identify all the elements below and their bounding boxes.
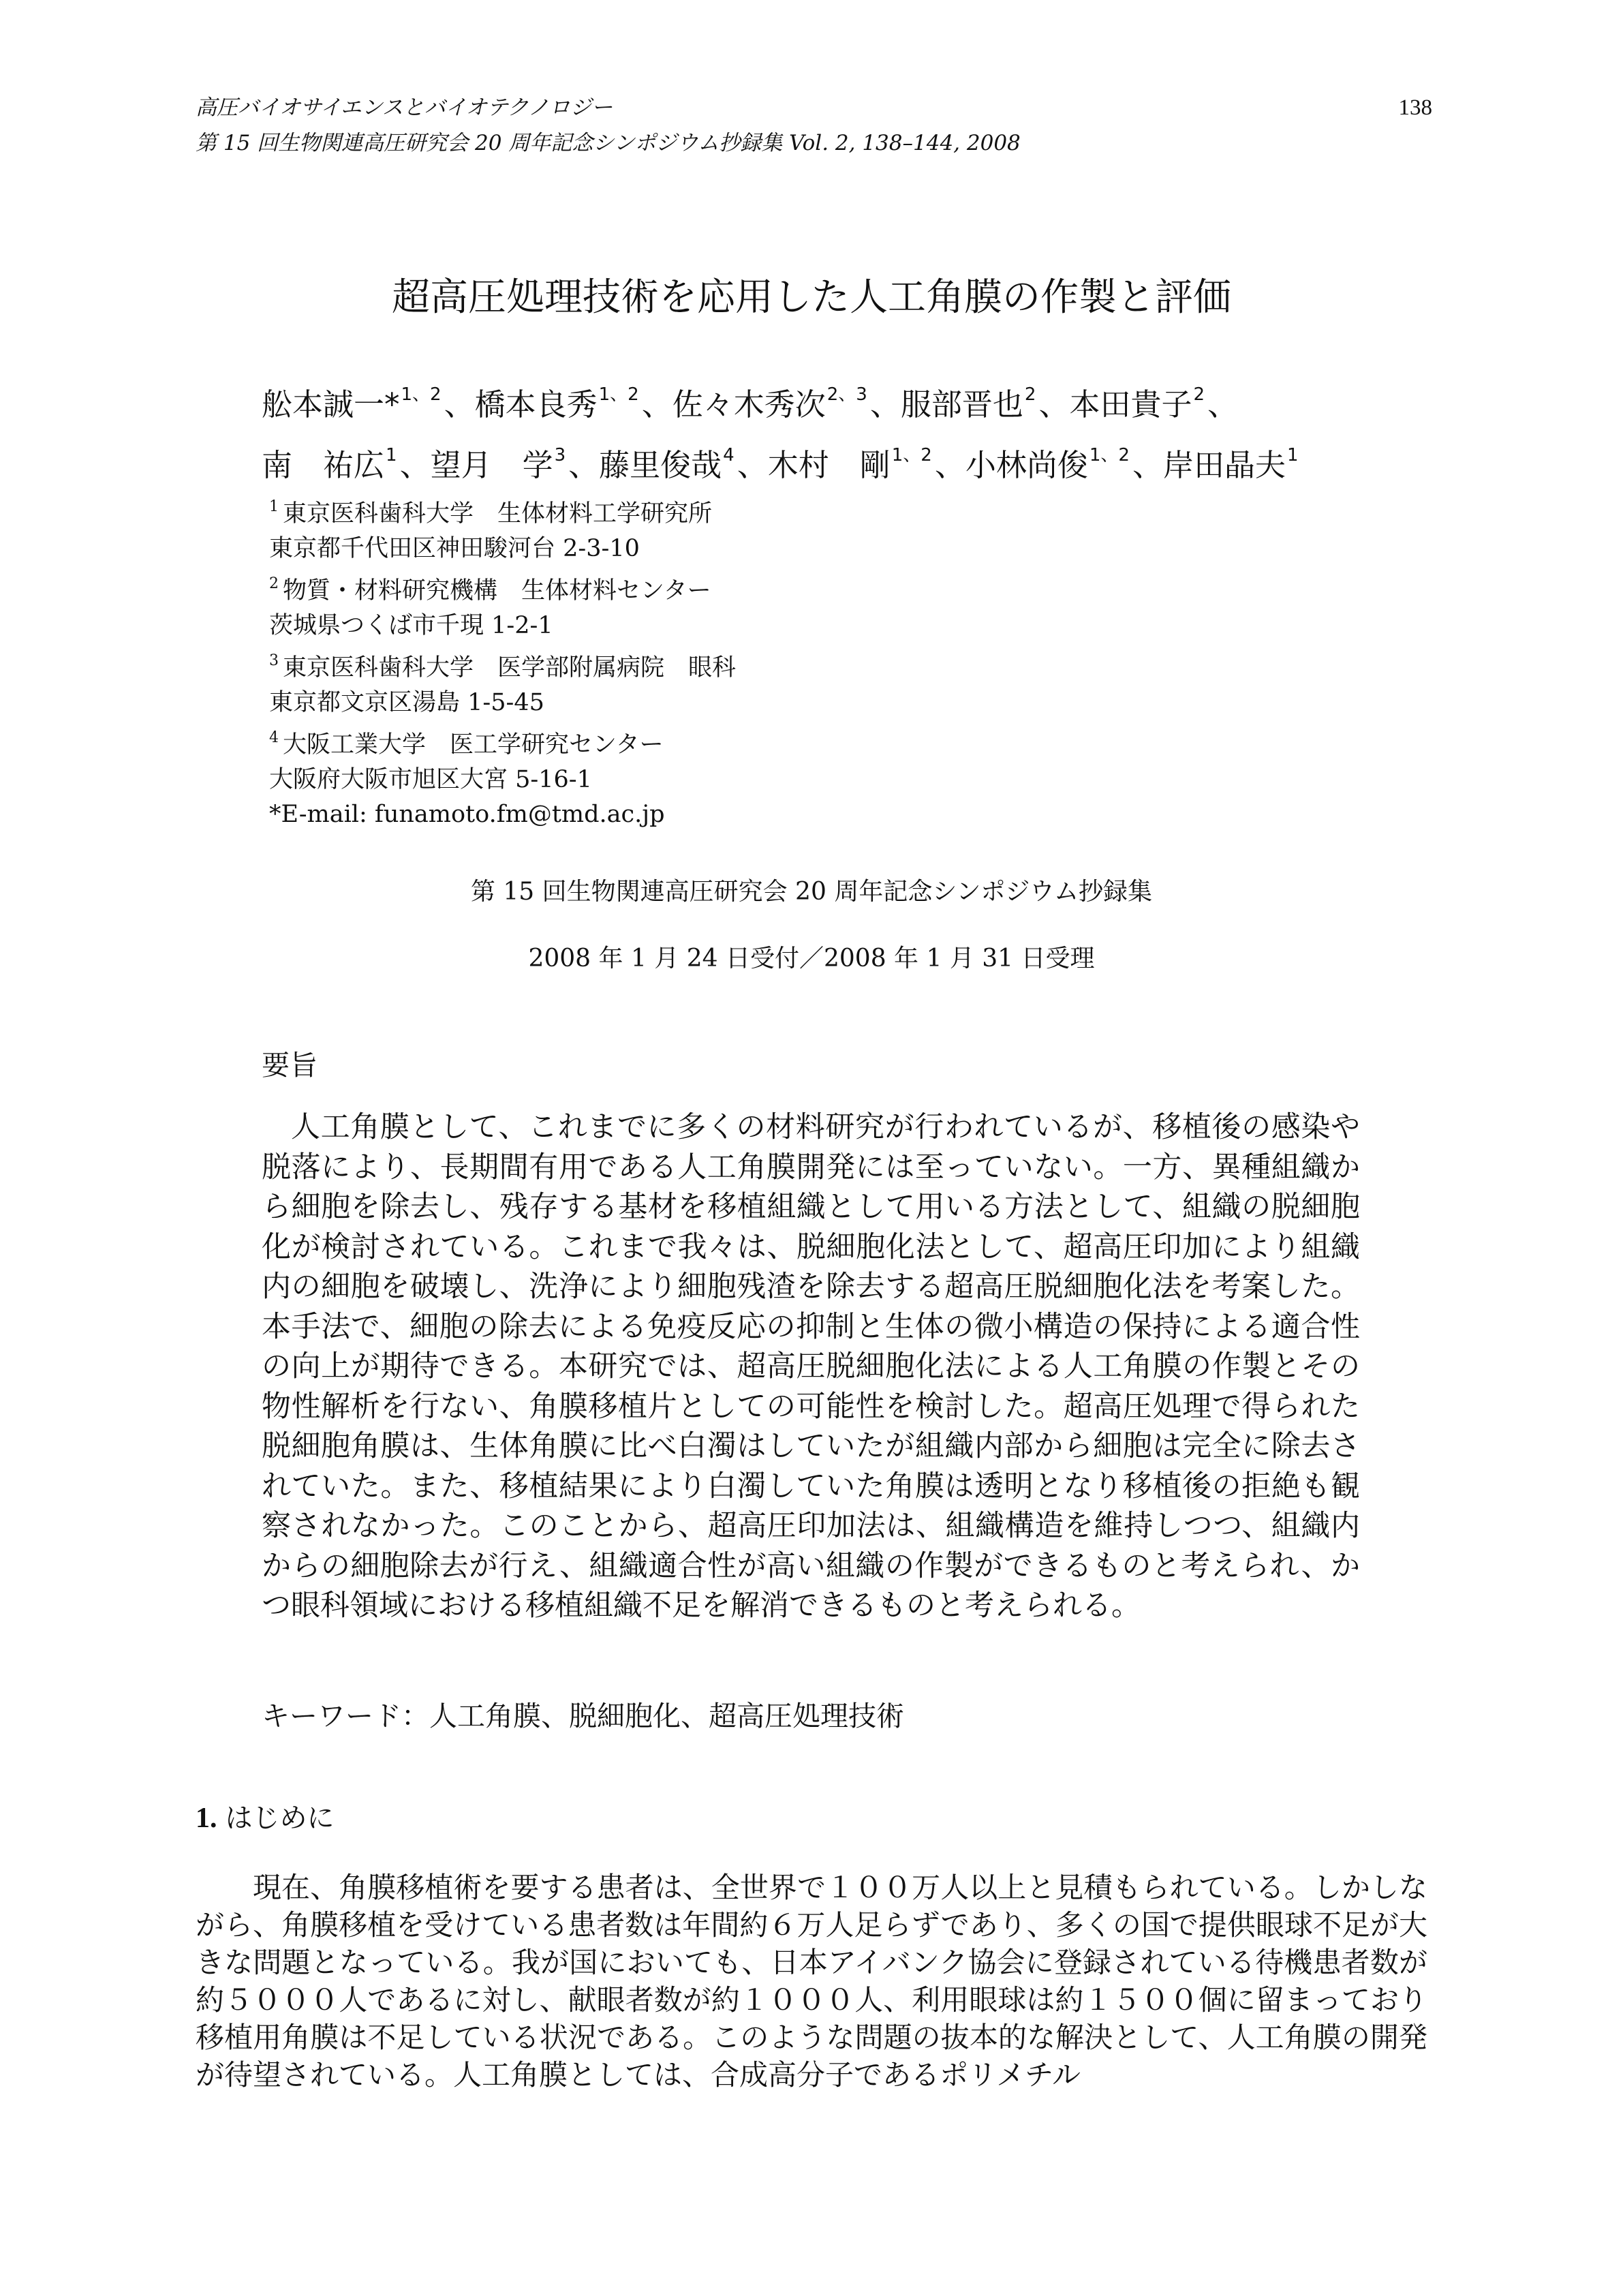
author-separator: 、 <box>444 386 475 423</box>
author-affil-sup: 1、2 <box>401 384 442 405</box>
author-affil-sup: 1、2 <box>598 384 639 405</box>
author: 舩本誠一* <box>262 386 400 423</box>
author-separator: 、 <box>737 447 768 483</box>
abstract-heading: 要旨 <box>262 1049 318 1082</box>
keywords-label: キーワード： <box>262 1700 429 1732</box>
author-affil-sup: 1 <box>1287 445 1299 465</box>
author: 小林尚俊 <box>965 447 1088 483</box>
keywords-text: 人工角膜、脱細胞化、超高圧処理技術 <box>429 1700 904 1732</box>
affiliation-address: 東京都文京区湯島 1-5-45 <box>269 689 544 716</box>
issue-citation: 第 15 回生物関連高圧研究会 20 周年記念シンポジウム抄録集 Vol. 2, 138–144, 2008 <box>196 131 1021 155</box>
author: 岸田晶夫 <box>1162 447 1286 483</box>
author-list <box>262 369 1454 491</box>
author: 藤里俊哉 <box>599 447 722 483</box>
author-separator: 、 <box>1207 386 1239 423</box>
affiliation-institution-text: 東京医科歯科大学 生体材料工学研究所 <box>283 500 713 527</box>
journal-name: 高圧バイオサイエンスとバイオテクノロジー <box>196 95 613 120</box>
affiliation-institution-text: 物質・材料研究機構 生体材料センター <box>283 577 711 604</box>
affiliation-institution <box>269 720 736 763</box>
author-affil-sup: 2 <box>1024 384 1036 405</box>
paper-title: 超高圧処理技術を応用した人工角膜の作製と評価 <box>392 275 1231 320</box>
author-separator: 、 <box>1038 386 1070 423</box>
affiliation-number: 3 <box>269 652 279 669</box>
affiliation-address: 茨城県つくば市千現 1-2-1 <box>269 612 553 639</box>
author: 佐々木秀次 <box>672 386 826 423</box>
author-affil-sup: 2、3 <box>826 384 867 405</box>
section-body: 現在、角膜移植術を要する患者は、全世界で１００万人以上と見積もられている。しかしながら、角膜移植を受けている患者数は年間約６万人足らずであり、多くの国で提供眼球不足が大きな問題となっている。我が国においても、日本アイバンク協会に登録されている待機患者数が約５０００人であるに対し、献眼者数が約１０００人、利用眼球は約１５００個に留まっており移植用角膜は不足している状況である。このような問題の抜本的な解決として、人工角膜の開発が待望されている。人工角膜としては、合成高分子であるポリメチル <box>196 1871 1427 2092</box>
affiliation-address: 大阪府大阪市旭区大宮 5-16-1 <box>269 766 592 793</box>
affiliation-institution <box>269 489 736 532</box>
author-affil-sup: 3 <box>554 445 566 465</box>
author-affil-sup: 4 <box>723 445 735 465</box>
author-line-2 <box>262 430 1454 491</box>
affiliation-number: 2 <box>269 575 279 592</box>
author-separator: 、 <box>641 386 673 423</box>
keywords <box>262 1694 904 1734</box>
section-number: 1. <box>196 1803 217 1834</box>
affiliation-address: 東京都千代田区神田駿河台 2-3-10 <box>269 535 640 562</box>
author-affil-sup: 2 <box>1193 384 1205 405</box>
author: 橋本良秀 <box>474 386 598 423</box>
author-separator: 、 <box>399 447 431 483</box>
affiliation-list <box>269 489 736 832</box>
affiliation-institution <box>269 643 736 686</box>
author-line-1 <box>262 369 1454 430</box>
author: 服部晋也 <box>900 386 1023 423</box>
author: 南 祐広 <box>262 447 385 483</box>
received-accepted-dates: 2008 年 1 月 24 日受付／2008 年 1 月 31 日受理 <box>528 945 1095 973</box>
proceedings-name: 第 15 回生物関連高圧研究会 20 周年記念シンポジウム抄録集 <box>470 878 1153 906</box>
author-separator: 、 <box>869 386 901 423</box>
affiliation-number: 4 <box>269 729 279 746</box>
section-title: はじめに <box>225 1803 335 1834</box>
author: 本田貴子 <box>1069 386 1192 423</box>
author-affil-sup: 1 <box>386 445 397 465</box>
affiliation-number: 1 <box>269 498 279 515</box>
author-affil-sup: 1、2 <box>891 445 932 465</box>
author: 望月 学 <box>430 447 553 483</box>
affiliation-institution <box>269 566 736 609</box>
author-separator: 、 <box>934 447 965 483</box>
corresponding-email: *E-mail: funamoto.fm@tmd.ac.jp <box>269 801 665 828</box>
author-separator: 、 <box>1132 447 1163 483</box>
affiliation-institution-text: 大阪工業大学 医工学研究センター <box>283 731 664 759</box>
affiliation-institution-text: 東京医科歯科大学 医学部附属病院 眼科 <box>283 654 737 682</box>
author: 木村 剛 <box>767 447 891 483</box>
author-separator: 、 <box>568 447 600 483</box>
page-number: 138 <box>1398 95 1432 120</box>
section-heading <box>196 1796 335 1835</box>
abstract-body: 人工角膜として、これまでに多くの材料研究が行われているが、移植後の感染や脱落により、長期間有用である人工角膜開発には至っていない。一方、異種組織から細胞を除去し、残存する基材を移植組織として用いる方法として、組織の脱細胞化が検討されている。これまで我々は、脱細胞化法として、超高圧印加により組織内の細胞を破壊し、洗浄により細胞残渣を除去する超高圧脱細胞化法を考案した。本手法で、細胞の除去による免疫反応の抑制と生体の微小構造の保持による適合性の向上が期待できる。本研究では、超高圧脱細胞化法による人工角膜の作製とその物性解析を行ない、角膜移植片としての可能性を検討した。超高圧処理で得られた脱細胞角膜は、生体角膜に比べ白濁はしていたが組織内部から細胞は完全に除去されていた。また、移植結果により白濁していた角膜は透明となり移植後の拒絶も観察されなかった。このことから、超高圧印加法は、組織構造を維持しつつ、組織内からの細胞除去が行え、組織適合性が高い組織の作製ができるものと考えられ、かつ眼科領域における移植組織不足を解消できるものと考えられる。 <box>262 1110 1360 1623</box>
author-affil-sup: 1、2 <box>1089 445 1130 465</box>
